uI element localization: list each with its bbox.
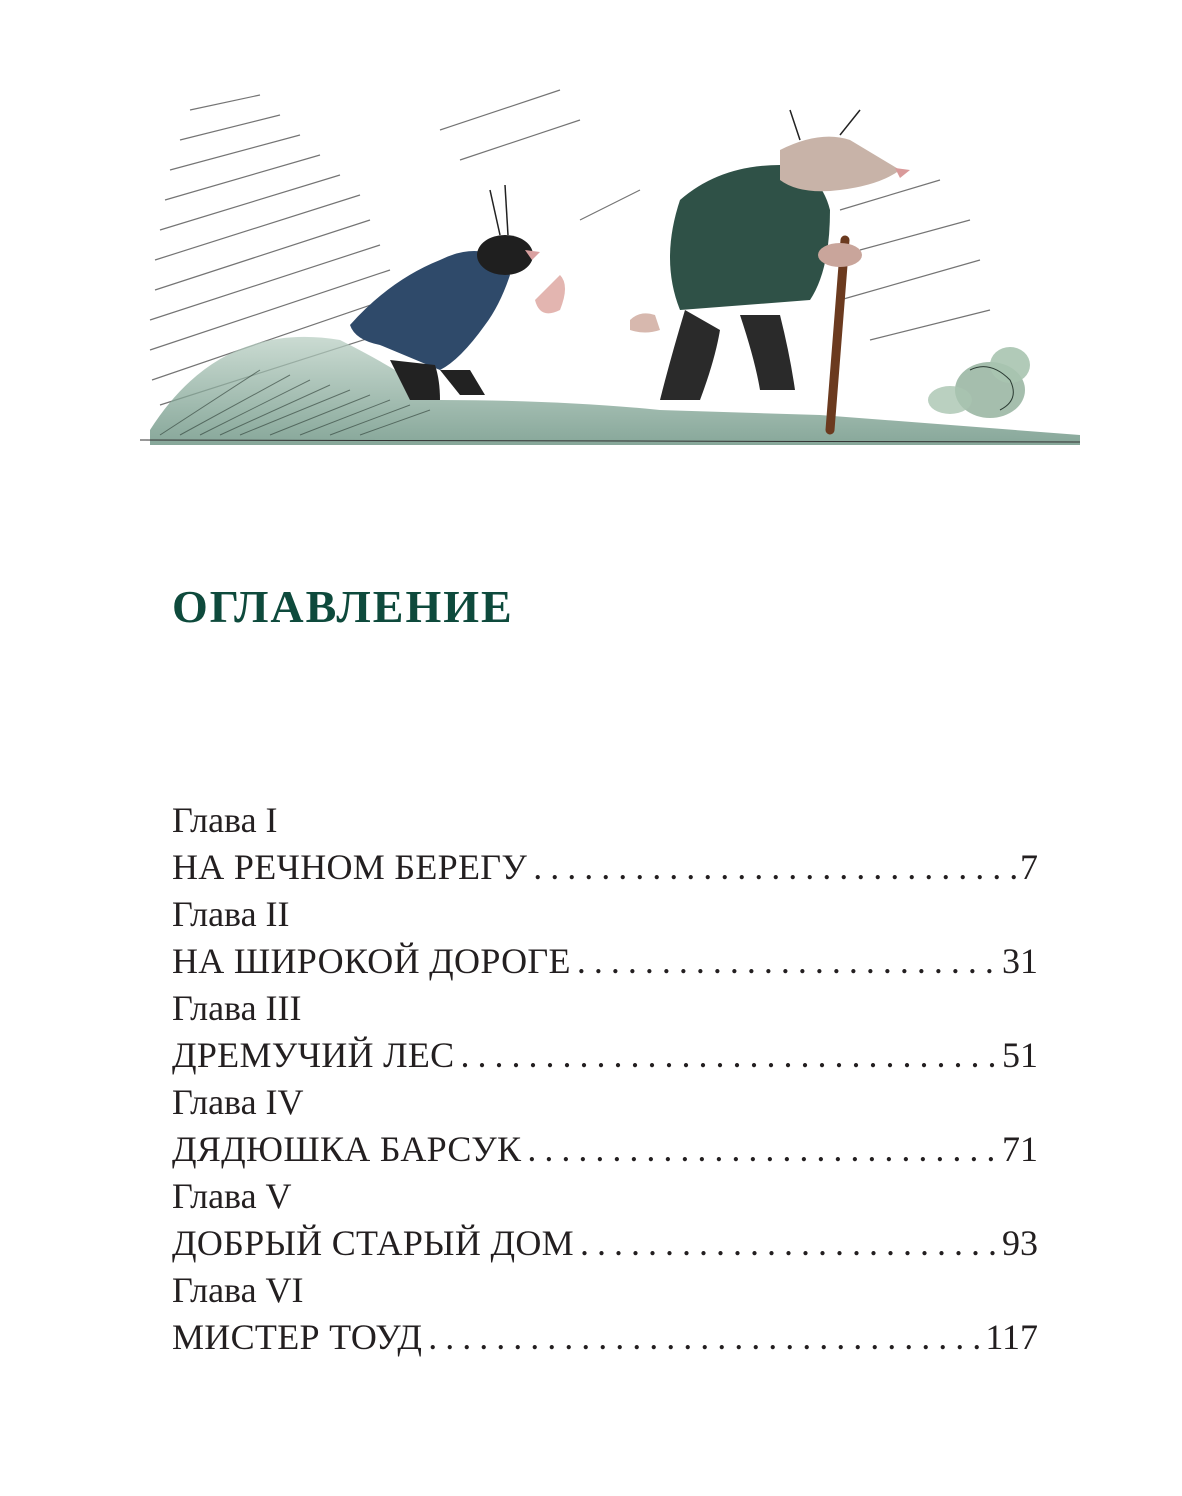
dot-leader	[454, 1032, 1002, 1079]
chapter-title: МИСТЕР ТОУД	[172, 1317, 423, 1357]
page-title: ОГЛАВЛЕНИЕ	[172, 581, 514, 632]
chapter-entry[interactable]	[172, 844, 1038, 891]
chapter-title: ДОБРЫЙ СТАРЫЙ ДОМ	[172, 1223, 574, 1263]
dot-leader	[422, 1314, 985, 1361]
chapter-entry[interactable]	[172, 938, 1038, 985]
dot-leader	[571, 938, 1002, 985]
chapter-label: Глава III	[172, 988, 302, 1028]
chapter-label: Глава VI	[172, 1270, 304, 1310]
rat-figure	[630, 110, 910, 430]
page-number: 7	[1020, 847, 1038, 887]
chapter-label: Глава IV	[172, 1082, 304, 1122]
chapter-entry[interactable]	[172, 1126, 1038, 1173]
mole-and-rat-illustration	[140, 70, 1080, 470]
page-number: 93	[1002, 1223, 1038, 1263]
chapter-entry[interactable]	[172, 1220, 1038, 1267]
dot-leader	[574, 1220, 1002, 1267]
chapter-title: ДЯДЮШКА БАРСУК	[172, 1129, 522, 1169]
chapter-label: Глава I	[172, 800, 278, 840]
dot-leader	[521, 1126, 1002, 1173]
dot-leader	[527, 844, 1020, 891]
chapter-label: Глава V	[172, 1176, 292, 1216]
chapter-label: Глава II	[172, 894, 290, 934]
chapter-entry[interactable]	[172, 1032, 1038, 1079]
bush-figure	[928, 347, 1030, 418]
page-number: 117	[985, 1317, 1038, 1357]
chapter-title: НА ШИРОКОЙ ДОРОГЕ	[172, 941, 571, 981]
page-number: 31	[1002, 941, 1038, 981]
chapter-title: ДРЕМУЧИЙ ЛЕС	[172, 1035, 455, 1075]
chapter-entry[interactable]	[172, 1314, 1038, 1361]
page-number: 51	[1002, 1035, 1038, 1075]
table-of-contents	[172, 797, 1038, 1361]
chapter-title: НА РЕЧНОМ БЕРЕГУ	[172, 847, 528, 887]
page-number: 71	[1002, 1129, 1038, 1169]
